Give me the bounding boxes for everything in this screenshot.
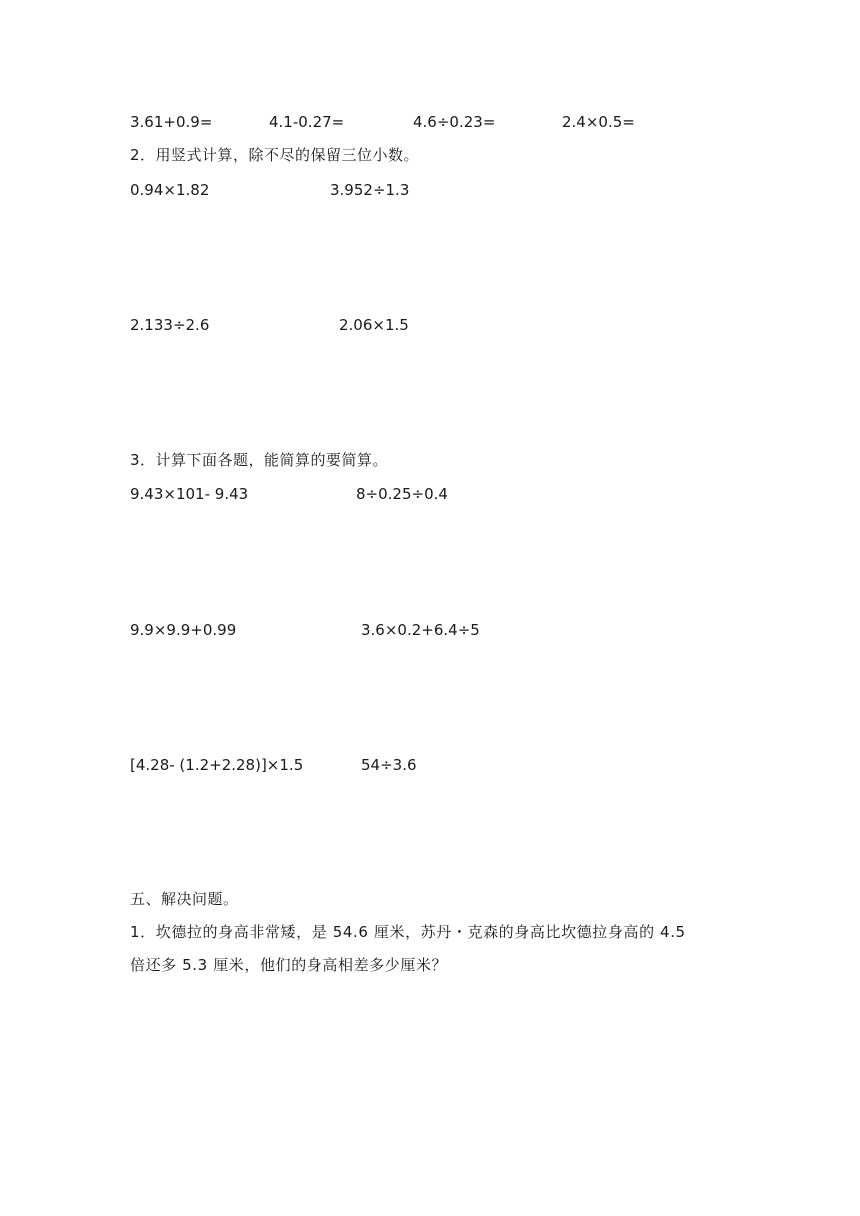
simplify-calc-3: 9.9×9.9+0.99 [130, 621, 237, 639]
oral-calc-1: 3.61+0.9= [130, 113, 213, 131]
vertical-calc-3: 2.133÷2.6 [130, 316, 210, 334]
oral-calc-3: 4.6÷0.23= [413, 113, 496, 131]
section5-heading: 五、解决问题。 [130, 890, 239, 908]
section2-heading: 2．用竖式计算，除不尽的保留三位小数。 [130, 146, 420, 164]
simplify-calc-2: 8÷0.25÷0.4 [356, 485, 448, 503]
simplify-calc-1: 9.43×101- 9.43 [130, 485, 249, 503]
problem1-line2: 倍还多 5.3 厘米，他们的身高相差多少厘米？ [130, 956, 448, 974]
problem1-line1: 1．坎德拉的身高非常矮，是 54.6 厘米，苏丹・克森的身高比坎德拉身高的 4.5 [130, 923, 686, 941]
vertical-calc-1: 0.94×1.82 [130, 181, 210, 199]
oral-calc-2: 4.1-0.27= [269, 113, 345, 131]
oral-calc-4: 2.4×0.5= [562, 113, 635, 131]
vertical-calc-2: 3.952÷1.3 [330, 181, 410, 199]
vertical-calc-4: 2.06×1.5 [339, 316, 409, 334]
simplify-calc-6: 54÷3.6 [361, 756, 417, 774]
simplify-calc-5: [4.28- (1.2+2.28)]×1.5 [130, 756, 304, 774]
simplify-calc-4: 3.6×0.2+6.4÷5 [361, 621, 480, 639]
section3-heading: 3．计算下面各题，能简算的要简算。 [130, 451, 389, 469]
